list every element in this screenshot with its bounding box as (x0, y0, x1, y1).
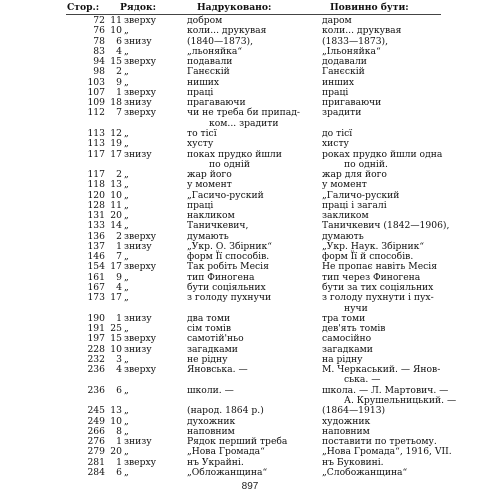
header-correct: Повинно бути: (330, 2, 409, 13)
row-printed: загадками (187, 343, 238, 355)
row-line-number: 15 (110, 56, 122, 68)
row-printed: прагаваючи (187, 97, 246, 109)
row-correct: „Ільоняйка“ (322, 45, 381, 57)
row-line-direction: „ (124, 25, 129, 37)
row-correct: закликом (322, 210, 369, 222)
row-line-number: 13 (110, 179, 122, 191)
row-line-number: 25 (110, 323, 122, 335)
row-printed: тип Финогена (187, 271, 255, 283)
row-page: 94 (93, 56, 105, 68)
row-line-number: 18 (110, 97, 122, 109)
row-line-number: 2 (116, 169, 122, 181)
row-line-number: 2 (116, 230, 122, 242)
row-line-direction: зверху (124, 86, 157, 98)
row-correct: тип через Финогена (322, 271, 421, 283)
row-correct: (1864—1913) (322, 405, 386, 417)
row-page: 107 (87, 86, 105, 98)
row-page: 76 (93, 25, 105, 37)
row-correct: праці (322, 86, 349, 98)
row-printed: школи. — (187, 384, 234, 396)
row-line-direction: „ (124, 76, 129, 88)
row-correct: на рідну (322, 353, 363, 365)
row-page: 281 (87, 456, 105, 468)
row-page: 146 (87, 251, 105, 263)
row-printed: праці (187, 199, 214, 211)
row-line-number: 4 (116, 45, 122, 57)
row-printed: у момент (187, 179, 232, 191)
row-line-direction: „ (124, 446, 129, 458)
row-printed: самотій'ньо (187, 333, 244, 345)
row-line-direction: „ (124, 425, 129, 437)
row-page: 131 (87, 210, 105, 222)
row-printed: два томи (187, 312, 231, 324)
row-line-direction: „ (124, 189, 129, 201)
row-printed: „Нова Громада“ (187, 446, 265, 458)
row-correct: форм Її й способів. (322, 251, 414, 263)
row-correct: Таничкевич (1842—1906), (322, 220, 450, 232)
row-line-direction: зверху (124, 230, 157, 242)
row-page: 83 (93, 45, 105, 57)
row-page: 103 (87, 76, 105, 88)
row-correct: додавали (322, 56, 367, 68)
page-number: 897 (241, 481, 259, 492)
row-correct: Не пропає навіть Месія (322, 261, 438, 273)
row-printed: наповним (187, 425, 235, 437)
row-line-direction: „ (124, 384, 129, 396)
row-page: 133 (87, 220, 105, 232)
row-line-number: 4 (116, 282, 122, 294)
row-line-number: 1 (116, 240, 122, 252)
header-printed: Надруковано: (197, 2, 272, 13)
row-printed: нъ Украйні. (187, 456, 244, 468)
row-line-number: 4 (116, 364, 122, 376)
row-line-number: 2 (116, 66, 122, 78)
row-page: 245 (87, 405, 105, 417)
row-printed: Таничкевич, (187, 220, 249, 232)
row-line-direction: зверху (124, 456, 157, 468)
row-line-direction: знизу (124, 343, 152, 355)
row-page: 128 (87, 199, 105, 211)
row-line-direction: знизу (124, 97, 152, 109)
row-line-direction: „ (124, 179, 129, 191)
row-printed: ком... зрадити (209, 117, 279, 129)
row-page: 190 (87, 312, 105, 324)
row-printed: подавали (187, 56, 233, 68)
row-line-direction: „ (124, 127, 129, 139)
row-line-direction: знизу (124, 148, 152, 160)
row-page: 279 (87, 446, 105, 458)
row-line-number: 11 (110, 199, 122, 211)
row-line-direction: знизу (124, 240, 152, 252)
row-line-direction: зверху (124, 107, 157, 119)
row-page: 120 (87, 189, 105, 201)
row-page: 284 (87, 466, 105, 478)
row-page: 266 (87, 425, 105, 437)
row-line-direction: „ (124, 138, 129, 150)
row-line-number: 17 (110, 148, 122, 160)
row-correct: инших (322, 76, 355, 88)
row-correct: праці і загалі (322, 199, 387, 211)
row-correct: самосійно (322, 333, 372, 345)
row-line-number: 3 (116, 353, 122, 365)
row-correct: думають (322, 230, 364, 242)
row-correct: нъ Буковині. (322, 456, 384, 468)
row-line-number: 13 (110, 405, 122, 417)
row-line-number: 11 (110, 15, 122, 26)
row-printed: „льоняйка“ (187, 45, 243, 57)
row-printed: духожник (187, 415, 236, 427)
row-page: 98 (93, 66, 105, 78)
row-line-direction: „ (124, 466, 129, 478)
row-page: 173 (87, 292, 105, 304)
row-line-direction: знизу (124, 436, 152, 448)
row-correct: бути за тих соціяльних (322, 282, 434, 294)
row-page: 249 (87, 415, 105, 427)
row-correct: нучи (344, 302, 368, 314)
row-correct: коли... друкувая (322, 25, 402, 37)
row-printed: Ганєскій (187, 66, 230, 78)
row-correct: Ганєскій (322, 66, 365, 78)
row-line-direction: зверху (124, 364, 157, 376)
row-printed: „Обложанщина“ (187, 466, 268, 478)
row-line-number: 9 (116, 271, 122, 283)
row-line-direction: зверху (124, 333, 157, 345)
row-line-number: 6 (116, 466, 122, 478)
row-correct: дев'ять томів (322, 323, 386, 335)
row-correct: (1833—1873), (322, 35, 389, 47)
row-printed: сім томів (187, 323, 232, 335)
row-line-number: 1 (116, 436, 122, 448)
row-correct: ська. — (344, 374, 381, 386)
row-printed: Яновська. — (187, 364, 248, 376)
row-line-direction: „ (124, 292, 129, 304)
row-printed: праці (187, 86, 214, 98)
row-line-number: 20 (110, 210, 122, 222)
row-correct: даром (322, 15, 352, 26)
row-page: 118 (87, 179, 105, 191)
row-line-direction: зверху (124, 15, 157, 26)
row-page: 113 (87, 127, 105, 139)
row-line-direction: „ (124, 415, 129, 427)
row-line-number: 20 (110, 446, 122, 458)
row-line-direction: „ (124, 210, 129, 222)
row-line-number: 1 (116, 86, 122, 98)
row-printed: „Гасичо-руский (187, 189, 264, 201)
row-correct: тра томи (322, 312, 366, 324)
row-line-number: 8 (116, 425, 122, 437)
row-line-direction: знизу (124, 312, 152, 324)
row-printed: (1840—1873), (187, 35, 254, 47)
row-line-number: 10 (110, 25, 122, 37)
row-line-number: 12 (110, 127, 122, 139)
header-line: Рядок: (120, 2, 156, 13)
row-correct: наповним (322, 425, 370, 437)
row-page: 236 (87, 384, 105, 396)
row-line-direction: знизу (124, 35, 152, 47)
row-printed: хусту (187, 138, 214, 150)
row-page: 276 (87, 436, 105, 448)
row-line-number: 10 (110, 189, 122, 201)
row-line-number: 17 (110, 292, 122, 304)
row-printed: „Укр. О. Збірник“ (187, 240, 272, 252)
row-correct: хисту (322, 138, 349, 150)
row-line-direction: „ (124, 45, 129, 57)
row-page: 154 (87, 261, 105, 273)
row-correct: поставити по третьому. (322, 436, 437, 448)
row-printed: ниших (187, 76, 220, 88)
row-printed: з голоду пухнучи (187, 292, 272, 304)
row-correct: до тісї (322, 127, 353, 139)
row-line-number: 9 (116, 76, 122, 88)
row-correct: художник (322, 415, 371, 427)
row-correct: „Галичо-руский (322, 189, 400, 201)
row-printed: (народ. 1864 р.) (187, 405, 264, 417)
row-correct: з голоду пухнути і пух- (322, 292, 434, 304)
row-line-direction: „ (124, 271, 129, 283)
row-page: 197 (87, 333, 105, 345)
row-line-direction: зверху (124, 261, 157, 273)
row-printed: думають (187, 230, 229, 242)
row-line-number: 19 (110, 138, 122, 150)
row-page: 109 (87, 97, 105, 109)
row-line-direction: „ (124, 353, 129, 365)
row-correct: по одній. (344, 158, 388, 170)
row-page: 167 (87, 282, 105, 294)
row-printed: не рідну (187, 353, 228, 365)
row-page: 117 (87, 169, 105, 181)
row-page: 113 (87, 138, 105, 150)
row-line-number: 7 (116, 251, 122, 263)
row-correct: пригаваючи (322, 97, 382, 109)
row-line-number: 1 (116, 312, 122, 324)
row-printed: то тісї (187, 127, 217, 139)
row-line-direction: „ (124, 323, 129, 335)
row-correct: роках прудко йшли одна (322, 148, 443, 160)
row-correct: „Укр. Наук. Збірник“ (322, 240, 425, 252)
row-line-direction: „ (124, 282, 129, 294)
row-printed: по одній (209, 158, 250, 170)
row-line-direction: „ (124, 220, 129, 232)
header-rule (66, 14, 441, 15)
row-line-number: 10 (110, 343, 122, 355)
row-line-number: 15 (110, 333, 122, 345)
row-line-number: 6 (116, 384, 122, 396)
row-line-number: 6 (116, 35, 122, 47)
row-printed: накликом (187, 210, 235, 222)
row-page: 232 (87, 353, 105, 365)
header-page: Стор.: (67, 2, 100, 13)
row-line-direction: зверху (124, 56, 157, 68)
row-printed: чи не треба би припад- (187, 107, 300, 119)
row-printed: бути соціяльних (187, 282, 266, 294)
row-correct: школа. — Л. Мартович. — (322, 384, 449, 396)
row-correct: М. Черкаський. — Янов- (322, 364, 441, 376)
row-correct: загадками (322, 343, 373, 355)
row-printed: поках прудко йшли (187, 148, 282, 160)
row-page: 72 (93, 15, 105, 26)
row-line-number: 10 (110, 415, 122, 427)
row-page: 117 (87, 148, 105, 160)
row-correct: „Слобожанщина“ (322, 466, 408, 478)
row-page: 112 (87, 107, 105, 119)
row-correct: жар для його (322, 169, 387, 181)
row-printed: форм Її способів. (187, 251, 270, 263)
row-printed: коли... друкувая (187, 25, 267, 37)
row-correct: зрадити (322, 107, 362, 119)
row-line-direction: „ (124, 251, 129, 263)
row-page: 161 (87, 271, 105, 283)
row-line-direction: „ (124, 66, 129, 78)
row-page: 236 (87, 364, 105, 376)
row-page: 137 (87, 240, 105, 252)
row-printed: жар його (187, 169, 232, 181)
row-line-direction: „ (124, 199, 129, 211)
row-printed: Рядок перший треба (187, 436, 288, 448)
row-line-direction: „ (124, 405, 129, 417)
row-correct: у момент (322, 179, 367, 191)
row-line-number: 17 (110, 261, 122, 273)
row-line-number: 7 (116, 107, 122, 119)
row-correct: „Нова Громада“, 1916, VII. (322, 446, 452, 458)
row-page: 191 (87, 323, 105, 335)
row-line-direction: „ (124, 169, 129, 181)
row-correct: А. Крушельницький. — (344, 394, 457, 406)
row-printed: Так робіть Месія (187, 261, 269, 273)
row-page: 228 (87, 343, 105, 355)
row-line-number: 14 (110, 220, 122, 232)
row-page: 136 (87, 230, 105, 242)
row-line-number: 1 (116, 456, 122, 468)
row-printed: добром (187, 15, 223, 26)
row-page: 78 (93, 35, 105, 47)
